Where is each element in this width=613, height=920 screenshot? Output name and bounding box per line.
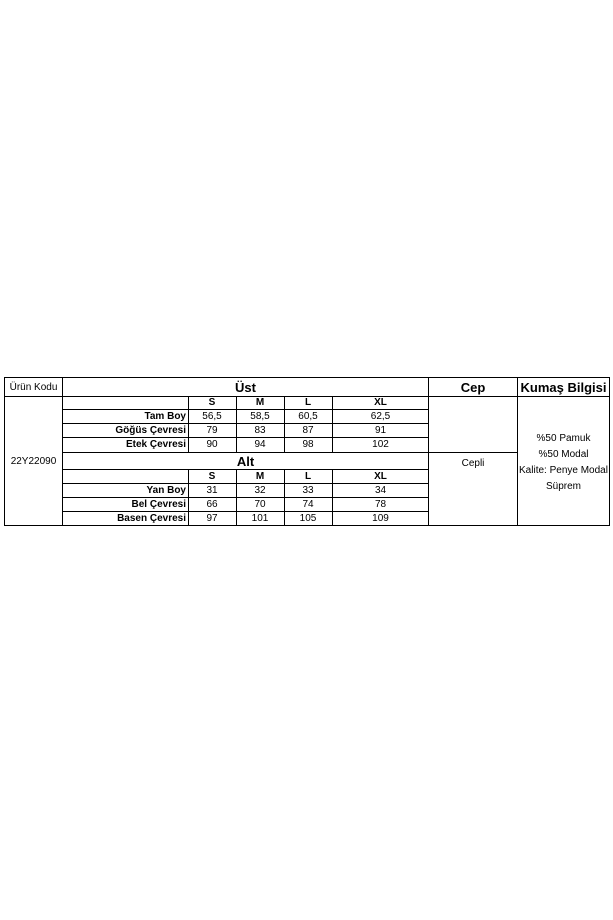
- ust-value-1-l: 87: [302, 424, 314, 436]
- fabric-line-4: Süprem: [545, 481, 581, 492]
- alt-size-s: S: [208, 470, 216, 482]
- header-code-label: Ürün Kodu: [9, 381, 58, 393]
- header-ust-label: Üst: [235, 379, 256, 395]
- alt-size-m: M: [255, 470, 265, 482]
- header-fabric-label: Kumaş Bilgisi: [520, 379, 607, 395]
- fabric-line-2: %50 Modal: [538, 449, 589, 460]
- alt-value-2-m: 101: [251, 512, 269, 524]
- alt-value-2-xl: 109: [372, 512, 389, 524]
- ust-value-0-l: 60,5: [298, 410, 318, 422]
- ust-value-1-m: 83: [254, 424, 266, 436]
- alt-value-1-xl: 78: [374, 498, 387, 510]
- fabric-info: [517, 429, 610, 497]
- ust-size-l: L: [304, 397, 312, 408]
- alt-value-1-m: 70: [254, 498, 266, 510]
- ust-value-1-xl: 91: [374, 424, 387, 436]
- ust-value-0-m: 58,5: [250, 410, 270, 422]
- alt-row-label-2: Basen Çevresi: [117, 512, 186, 524]
- ust-value-0-xl: 62,5: [370, 410, 391, 422]
- alt-value-0-xl: 34: [374, 484, 387, 496]
- alt-value-0-s: 31: [206, 484, 218, 496]
- ust-row-label-0: Tam Boy: [144, 410, 186, 422]
- alt-value-2-s: 97: [206, 512, 218, 524]
- alt-row-label-0: Yan Boy: [146, 484, 186, 496]
- ust-grid: [62, 396, 429, 452]
- cep-value: Cepli: [461, 457, 485, 469]
- alt-value-1-s: 66: [206, 498, 218, 510]
- ust-size-xl: XL: [374, 397, 387, 408]
- alt-value-0-m: 32: [254, 484, 266, 496]
- alt-size-l: L: [304, 470, 312, 482]
- alt-value-1-l: 74: [302, 498, 314, 510]
- ust-size-s: S: [208, 397, 216, 408]
- alt-grid: [62, 469, 429, 526]
- ust-row-label-1: Göğüs Çevresi: [115, 424, 186, 436]
- ust-value-2-s: 90: [206, 438, 218, 450]
- size-chart-table: [4, 377, 610, 526]
- ust-value-1-s: 79: [206, 424, 218, 436]
- alt-size-xl: XL: [374, 470, 387, 482]
- ust-value-2-xl: 102: [372, 438, 389, 450]
- fabric-line-3: Kalite: Penye Modal: [519, 465, 608, 476]
- ust-row-label-2: Etek Çevresi: [125, 438, 186, 450]
- alt-value-0-l: 33: [302, 484, 314, 496]
- fabric-line-1: %50 Pamuk: [536, 433, 591, 444]
- alt-row-label-1: Bel Çevresi: [131, 498, 186, 510]
- product-code: 22Y22090: [10, 455, 57, 467]
- alt-value-2-l: 105: [299, 512, 317, 524]
- alt-title: Alt: [236, 453, 255, 469]
- ust-value-2-l: 98: [302, 438, 314, 450]
- ust-value-0-s: 56,5: [202, 410, 222, 422]
- ust-size-m: M: [255, 397, 265, 408]
- ust-value-2-m: 94: [254, 438, 266, 450]
- header-cep-label: Cep: [460, 379, 486, 395]
